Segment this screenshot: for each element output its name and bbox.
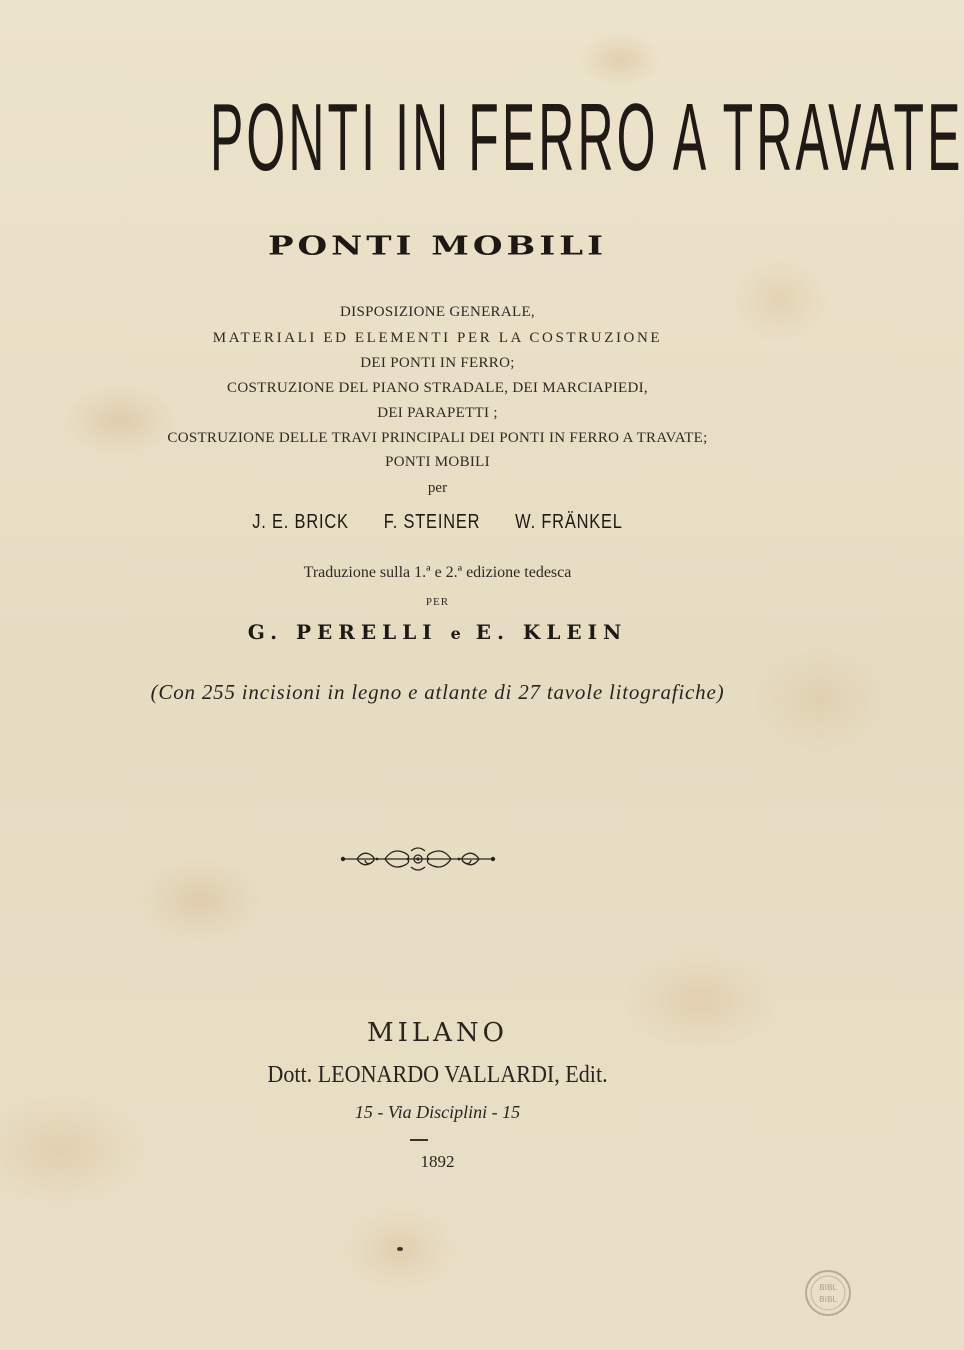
translation-note: Traduzione sulla 1.ª e 2.ª edizione tedesca [303, 564, 572, 581]
translator-perelli: G. PERELLI [247, 620, 438, 644]
per-label-2: PER [425, 596, 450, 608]
stamp-text-bottom: BIBL [819, 1295, 837, 1304]
publication-year: 1892 [420, 1152, 455, 1171]
engravings-note: (Con 255 incisioni in legno e atlante di 27 tavole litografiche) [150, 680, 725, 704]
main-title: PONTI IN FERRO A TRAVATE [210, 84, 964, 191]
translator-conjunction: e [450, 624, 463, 643]
city: MILANO [367, 1018, 508, 1048]
description-line-5: DEI PARAPETTI ; [377, 405, 498, 421]
translator-klein: E. KLEIN [475, 620, 628, 644]
translators [0, 620, 875, 644]
ink-mark [397, 1247, 403, 1251]
author-steiner: F. STEINER [383, 511, 481, 533]
per-label: per [427, 480, 448, 496]
description-line-2: MATERIALI ED ELEMENTI PER LA COSTRUZIONE [212, 330, 663, 346]
authors [79, 508, 797, 536]
publisher-address: 15 - Via Disciplini - 15 [354, 1102, 521, 1122]
library-stamp-icon [803, 1268, 853, 1318]
subtitle: PONTI MOBILI [267, 230, 607, 262]
description-line-4: COSTRUZIONE DEL PIANO STRADALE, DEI MARCIAPIEDI, [227, 380, 648, 396]
divider [410, 1139, 428, 1141]
author-frankel: W. FRÄNKEL [515, 511, 623, 533]
description-line-1: DISPOSIZIONE GENERALE, [340, 304, 535, 320]
stamp-text-top: BIBL [819, 1283, 837, 1292]
description-line-6: COSTRUZIONE DELLE TRAVI PRINCIPALI DEI PONTI IN FERRO A TRAVATE; [167, 430, 708, 446]
publisher: Dott. LEONARDO VALLARDI, Edit. [267, 1062, 608, 1088]
author-brick: J. E. BRICK [252, 511, 349, 533]
description-line-3: DEI PONTI IN FERRO; [360, 355, 515, 371]
description-line-7: PONTI MOBILI [385, 454, 490, 470]
ornament-icon [337, 842, 499, 876]
